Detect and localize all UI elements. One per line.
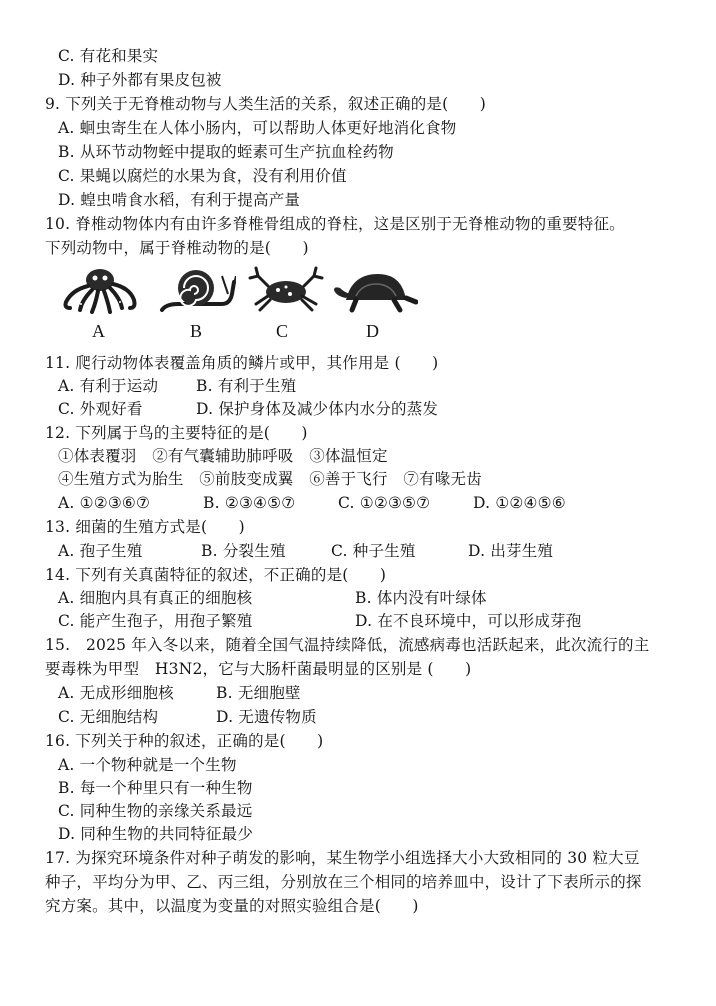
q15-option-d: D. 无遗传物质 xyxy=(216,708,317,726)
q12-option-a: A. ①②③⑥⑦ xyxy=(58,494,151,512)
q13-option-d: D. 出芽生殖 xyxy=(468,542,554,560)
octopus-icon xyxy=(60,264,140,316)
q15-option-a: A. 无成形细胞核 xyxy=(58,684,174,702)
q11-options-row1 xyxy=(58,375,698,397)
q11-stem: 11. 爬行动物体表覆盖角质的鳞片或甲，其作用是 ( ) xyxy=(45,354,439,372)
crab-icon xyxy=(246,264,326,316)
q13-option-c: C. 种子生殖 xyxy=(331,542,416,560)
q13-options-row xyxy=(58,540,698,562)
q15-option-c: C. 无细胞结构 xyxy=(58,708,159,726)
q9-option-a: A. 蛔虫寄生在人体小肠内，可以帮助人体更好地消化食物 xyxy=(58,119,457,137)
q10-animal-figure xyxy=(60,264,440,344)
q17-stem-line3: 究方案。其中，以温度为变量的对照实验组合是( ) xyxy=(45,897,419,915)
q14-stem: 14. 下列有关真菌特征的叙述，不正确的是( ) xyxy=(45,566,387,584)
q16-stem: 16. 下列关于种的叙述，正确的是( ) xyxy=(45,732,324,750)
q9-option-c: C. 果蝇以腐烂的水果为食，没有利用价值 xyxy=(58,167,347,185)
snail-icon xyxy=(156,264,236,316)
q9-stem: 9. 下列关于无脊椎动物与人类生活的关系，叙述正确的是( ) xyxy=(45,95,487,113)
q12-option-d: D. ①②④⑤⑥ xyxy=(473,494,566,512)
q11-option-a: A. 有利于运动 xyxy=(58,377,159,395)
q14-option-c: C. 能产生孢子，用孢子繁殖 xyxy=(58,612,253,630)
q14-option-a: A. 细胞内具有真正的细胞核 xyxy=(58,589,253,607)
q12-option-b: B. ②③④⑤⑦ xyxy=(203,494,296,512)
q12-features-row1: ①体表覆羽 ②有气囊辅助肺呼吸 ③体温恒定 xyxy=(58,447,388,465)
q9-option-d: D. 蝗虫啃食水稻，有利于提高产量 xyxy=(58,191,301,209)
q10-stem-line2: 下列动物中，属于脊椎动物的是( ) xyxy=(45,239,309,257)
q8-option-c: C. 有花和果实 xyxy=(58,47,159,65)
q8-option-d: D. 种子外都有果皮包被 xyxy=(58,71,222,89)
q11-options-row2 xyxy=(58,398,698,420)
q11-option-b: B. 有利于生殖 xyxy=(196,377,297,395)
q15-stem-line1: 15. 2025 年入冬以来，随着全国气温持续降低，流感病毒也活跃起来，此次流行的主 xyxy=(45,636,650,654)
q13-stem: 13. 细菌的生殖方式是( ) xyxy=(45,518,245,536)
q15-options-row1 xyxy=(58,682,698,704)
q10-label-d: D xyxy=(366,321,379,341)
q15-options-row2 xyxy=(58,706,698,728)
q11-option-c: C. 外观好看 xyxy=(58,400,143,418)
turtle-icon xyxy=(332,264,418,316)
q17-stem-line1: 17. 为探究环境条件对种子萌发的影响，某生物学小组选择大小大致相同的 30 粒大豆 xyxy=(45,849,640,867)
q12-stem: 12. 下列属于鸟的主要特征的是( ) xyxy=(45,424,308,442)
q12-features-row2: ④生殖方式为胎生 ⑤前肢变成翼 ⑥善于飞行 ⑦有喙无齿 xyxy=(58,470,482,488)
q16-option-c: C. 同种生物的亲缘关系最远 xyxy=(58,802,253,820)
q10-stem-line1: 10. 脊椎动物体内有由许多脊椎骨组成的脊柱，这是区别于无脊椎动物的重要特征。 xyxy=(45,215,625,233)
q16-option-b: B. 每一个种里只有一种生物 xyxy=(58,779,253,797)
q10-label-b: B xyxy=(190,321,203,341)
q16-option-d: D. 同种生物的共同特征最少 xyxy=(58,825,254,843)
q14-options-row2 xyxy=(58,610,698,632)
q16-option-a: A. 一个物种就是一个生物 xyxy=(58,756,237,774)
q9-option-b: B. 从环节动物蛭中提取的蛭素可生产抗血栓药物 xyxy=(58,143,394,161)
q14-options-row1 xyxy=(58,587,698,609)
q11-option-d: D. 保护身体及减少体内水分的蒸发 xyxy=(196,400,439,418)
q13-option-a: A. 孢子生殖 xyxy=(58,542,143,560)
q12-options-row xyxy=(58,492,698,514)
q15-option-b: B. 无细胞壁 xyxy=(216,684,301,702)
q10-label-a: A xyxy=(92,321,105,341)
q14-option-b: B. 体内没有叶绿体 xyxy=(355,589,487,607)
q15-stem-line2: 要毒株为甲型 H3N2，它与大肠杆菌最明显的区别是 ( ) xyxy=(45,660,472,678)
q12-option-c: C. ①②③⑤⑦ xyxy=(338,494,431,512)
q17-stem-line2: 种子，平均分为甲、乙、丙三组，分别放在三个相同的培养皿中，设计了下表所示的探 xyxy=(45,873,642,891)
q14-option-d: D. 在不良环境中，可以形成芽孢 xyxy=(355,612,582,630)
q10-label-c: C xyxy=(276,321,289,341)
q13-option-b: B. 分裂生殖 xyxy=(201,542,286,560)
